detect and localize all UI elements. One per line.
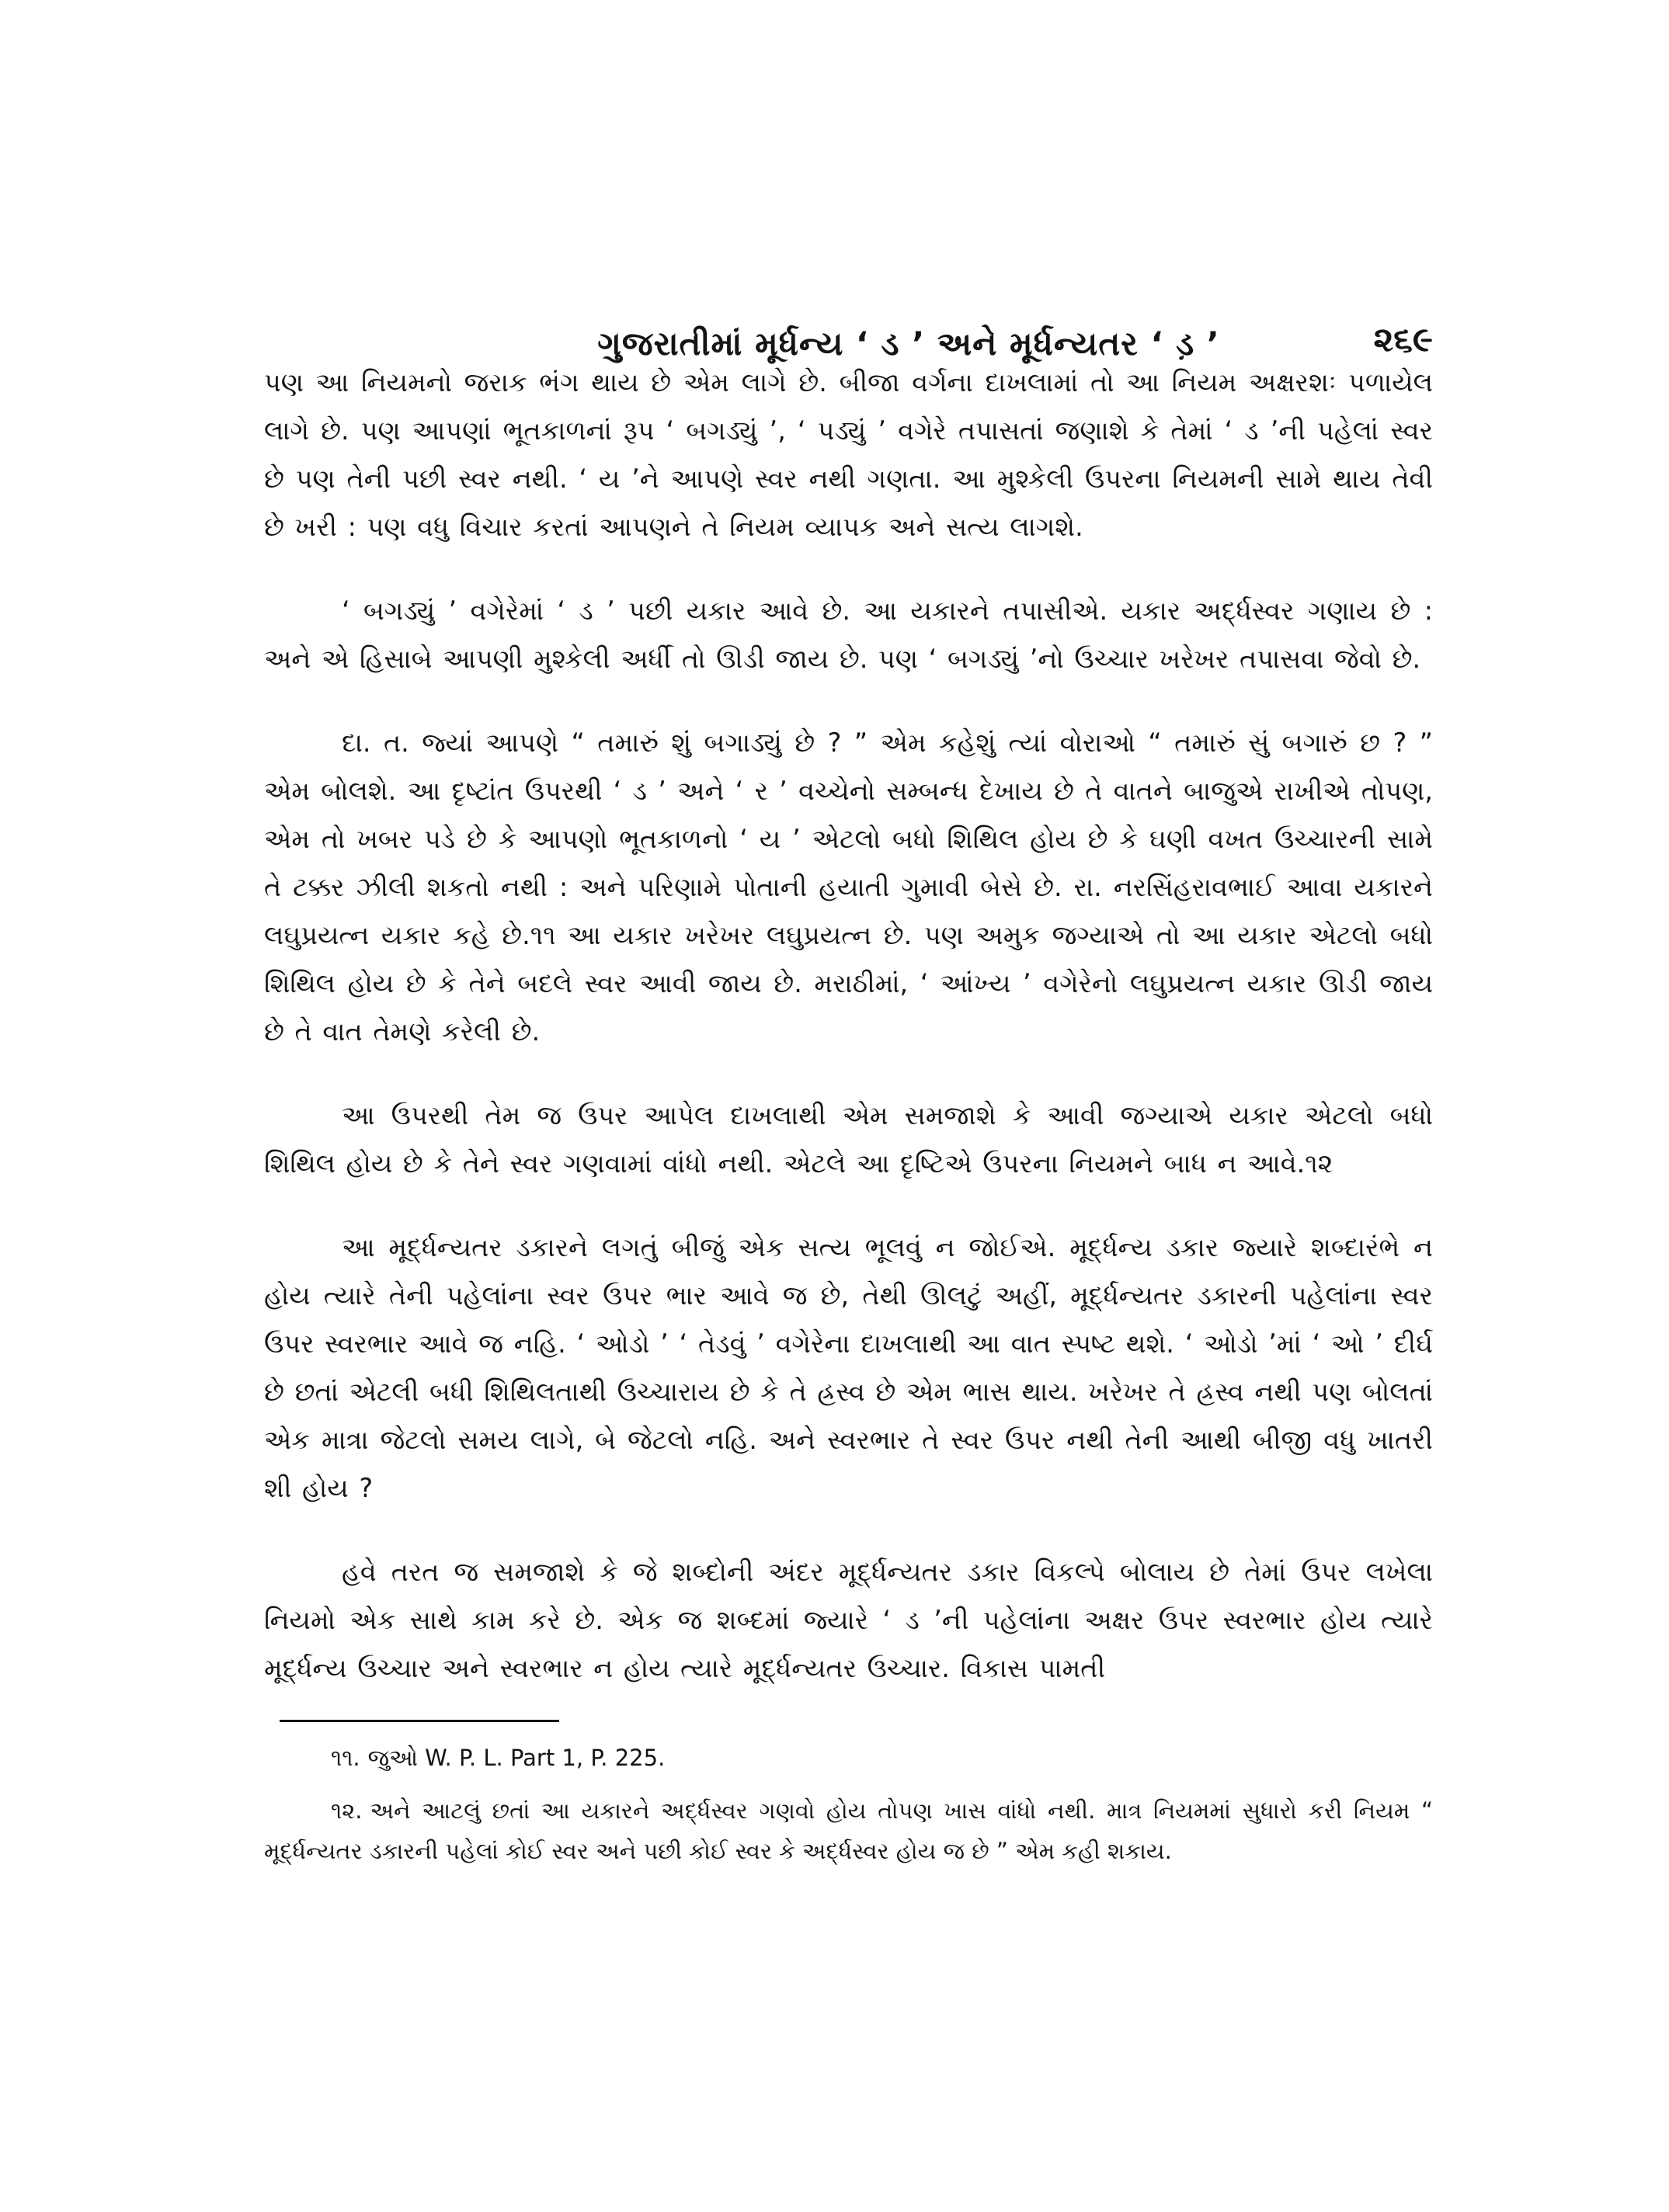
paragraph: ‘ બગડ્યું ’ વગેરેમાં ‘ ડ ’ પછી યકાર આવે છે. આ યકારને તપાસીએ. યકાર અર્દ્ધસ્વર ગણાય છે : અને એ હિસાબે આપણી મુશ્કેલી અર્ધી તો ઊડી જાય છે. પણ ‘ બગડ્યું ’નો ઉચ્ચાર ખરેખર તપાસવા જેવો છે. xyxy=(264,596,1433,674)
footnote-label: ૧૧. xyxy=(331,1745,360,1771)
footnote-text: અને આટલું છતાં આ યકારને અર્દ્ધસ્વર ગણવો હોય તોપણ ખાસ વાંધો નથી. માત્ર નિયમમાં સુધારો કરી નિયમ “ મૂર્દ્ધન્યતર ડકારની પહેલાં કોઈ સ્વર અને પછી કોઈ સ્વર કે અર્દ્ધસ્વર હોય જ છે ” એમ કહી શકાય. xyxy=(264,1797,1433,1864)
paragraph: પણ આ નિયમનો જરાક ભંગ થાય છે એમ લાગે છે. બીજા વર્ગના દાખલામાં તો આ નિયમ અક્ષરશઃ પળાયેલ લાગે છે. પણ આપણાં ભૂતકાળનાં રૂપ ‘ બગડ્યું ’, ‘ પડ્યું ’ વગેરે તપાસતાં જણાશે કે તેમાં ‘ ડ ’ની પહેલાં સ્વર છે પણ તેની પછી સ્વર નથી. ‘ ય ’ને આપણે સ્વર નથી ગણતા. આ મુશ્કેલી ઉપરના નિયમની સામે થાય તેવી છે ખરી : પણ વધુ વિચાર કરતાં આપણને તે નિયમ વ્યાપક અને સત્ય લાગશે. xyxy=(264,367,1433,542)
running-head: ગુજરાતીમાં મૂર્ધન્ય ‘ ડ ’ અને મૂર્ધન્યતર ‘ ડ઼ ’ xyxy=(597,325,1220,363)
footnote-label: ૧૨. xyxy=(331,1797,363,1824)
body-text xyxy=(264,359,1433,1728)
footnote xyxy=(264,1790,1433,1871)
page-number: ૨૬૯ xyxy=(1373,320,1433,359)
footnote-text: જુઓ W. P. L. Part 1, P. 225. xyxy=(367,1745,666,1771)
footnotes xyxy=(264,1738,1433,1884)
paragraph: હવે તરત જ સમજાશે કે જે શબ્દોની અંદર મૂર્દ્ધન્યતર ડકાર વિકલ્પે બોલાય છે તેમાં ઉપર લખેલા નિયમો એક સાથે કામ કરે છે. એક જ શબ્દમાં જ્યારે ‘ ડ ’ની પહેલાંના અક્ષર ઉપર સ્વરભાર હોય ત્યારે મૂર્દ્ધન્ય ઉચ્ચાર અને સ્વરભાર ન હોય ત્યારે મૂર્દ્ધન્યતર ઉચ્ચાર. વિકાસ પામતી xyxy=(264,1557,1433,1683)
paragraph: આ મૂર્દ્ધન્યતર ડકારને લગતું બીજું એક સત્ય ભૂલવું ન જોઈએ. મૂર્દ્ધન્ય ડકાર જ્યારે શબ્દારંભે ન હોય ત્યારે તેની પહેલાંના સ્વર ઉપર ભાર આવે જ છે, તેથી ઊલટું અહીં, મૂર્દ્ધન્યતર ડકારની પહેલાંના સ્વર ઉપર સ્વરભાર આવે જ નહિ. ‘ ઓડો ’ ‘ તેડવું ’ વગેરેના દાખલાથી આ વાત સ્પષ્ટ થશે. ‘ ઓડો ’માં ‘ ઓ ’ દીર્ઘ છે છતાં એટલી બધી શિથિલતાથી ઉચ્ચારાય છે કે તે હ્રસ્વ છે એમ ભાસ થાય. ખરેખર તે હ્રસ્વ નથી પણ બોલતાં એક માત્રા જેટલો સમય લાગે, બે જેટલો નહિ. અને સ્વરભાર તે સ્વર ઉપર નથી તેની આથી બીજી વધુ ખાતરી શી હોય ? xyxy=(264,1232,1433,1503)
footnote xyxy=(264,1738,1433,1778)
footnote-divider xyxy=(280,1720,559,1722)
paragraph: આ ઉપરથી તેમ જ ઉપર આપેલ દાખલાથી એમ સમજાશે કે આવી જગ્યાએ યકાર એટલો બધો શિથિલ હોય છે કે તેને સ્વર ગણવામાં વાંધો નથી. એટલે આ દૃષ્ટિએ ઉપરના નિયમને બાધ ન આવે.૧૨ xyxy=(264,1100,1433,1179)
paragraph: દા. ત. જ્યાં આપણે “ તમારું શું બગાડ્યું છે ? ” એમ કહેશું ત્યાં વોરાઓ “ તમારું સું બગારું છ ? ” એમ બોલશે. આ દૃષ્ટાંત ઉપરથી ‘ ડ ’ અને ‘ ર ’ વચ્ચેનો સમ્બન્ધ દેખાય છે તે વાતને બાજુએ રાખીએ તોપણ, એમ તો ખબર પડે છે કે આપણો ભૂતકાળનો ‘ ય ’ એટલો બધો શિથિલ હોય છે કે ઘણી વખત ઉચ્ચારની સામે તે ટક્કર ઝીલી શકતો નથી : અને પરિણામે પોતાની હયાતી ગુમાવી બેસે છે. રા. નરસિંહરાવભાઈ આવા યકારને લઘુપ્રયત્ન યકાર કહે છે.૧૧ આ યકાર ખરેખર લઘુપ્રયત્ન છે. પણ અમુક જગ્યાએ તો આ યકાર એટલો બધો શિથિલ હોય છે કે તેને બદલે સ્વર આવી જાય છે. મરાઠીમાં, ‘ આંખ્ય ’ વગેરેનો લઘુપ્રયત્ન યકાર ઊડી જાય છે તે વાત તેમણે કરેલી છે. xyxy=(264,727,1433,1047)
